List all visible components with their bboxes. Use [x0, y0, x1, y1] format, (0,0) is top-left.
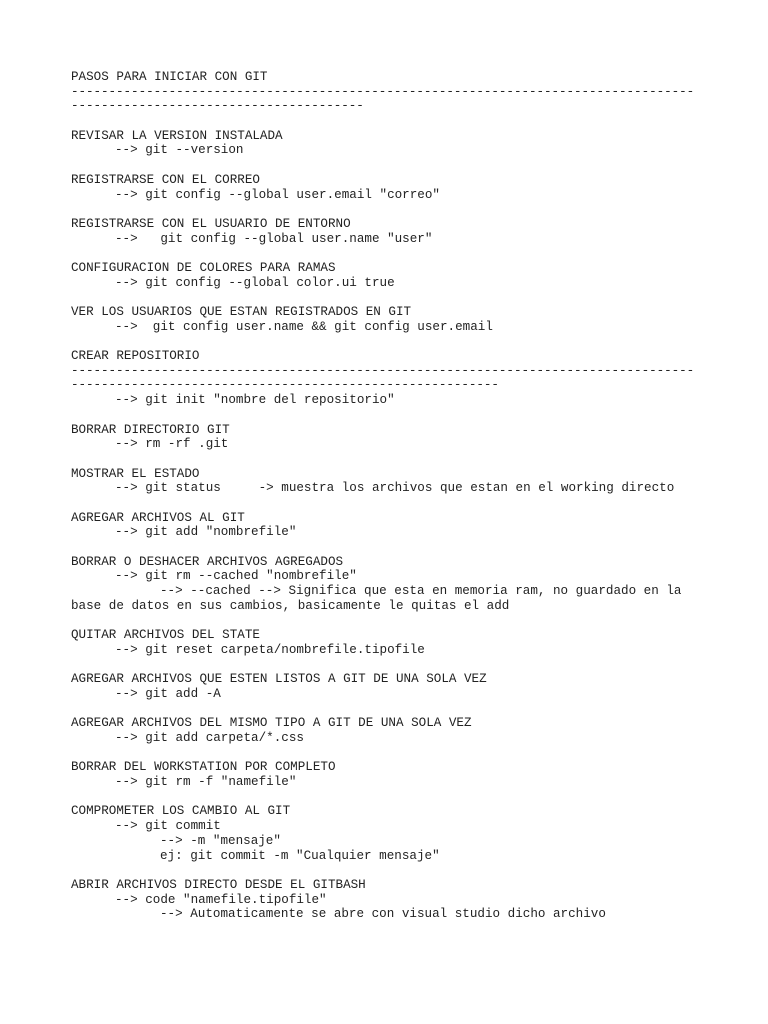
section-heading: BORRAR DIRECTORIO GIT: [71, 422, 230, 437]
section-borrar-directorio: [71, 423, 721, 452]
command-line: --> rm -rf .git: [115, 437, 229, 452]
section-ver-usuarios: [71, 305, 721, 334]
section-agregar-todos: [71, 672, 721, 701]
command-line: --> git status -> muestra los archivos que estan en el working directo: [115, 481, 675, 496]
section-revisar-version: [71, 129, 721, 158]
section-heading: AGREGAR ARCHIVOS QUE ESTEN LISTOS A GIT DE UNA SOLA VEZ: [71, 672, 487, 687]
section-agregar-mismo-tipo: [71, 716, 721, 745]
section-heading: AGREGAR ARCHIVOS DEL MISMO TIPO A GIT DE UNA SOLA VEZ: [71, 716, 472, 731]
command-example: ej: git commit -m "Cualquier mensaje": [160, 848, 440, 863]
command-line: --> git init "nombre del repositorio": [115, 393, 395, 408]
section-heading: REGISTRARSE CON EL USUARIO DE ENTORNO: [71, 216, 351, 231]
section-heading: ABRIR ARCHIVOS DIRECTO DESDE EL GITBASH: [71, 877, 366, 892]
section-borrar-deshacer: [71, 555, 721, 614]
section-borrar-workstation: [71, 760, 721, 789]
section-heading: MOSTRAR EL ESTADO: [71, 466, 200, 481]
section-mostrar-estado: [71, 467, 721, 496]
command-line: --> git rm --cached "nombrefile": [115, 569, 357, 584]
section-crear-repositorio: [71, 349, 721, 408]
command-line: --> git config user.name && git config user.email: [115, 319, 493, 334]
section-configuracion-colores: [71, 261, 721, 290]
section-separator-rule: --------------------------------------------------------------------------------------------------------------------------------------------: [71, 363, 695, 393]
command-note-continuation: base de datos en sus cambios, basicamente le quitas el add: [71, 598, 510, 613]
section-registrarse-correo: [71, 173, 721, 202]
title-separator-rule: --------------------------------------------------------------------------------------------------------------------------: [71, 84, 695, 114]
command-line: --> git add -A: [115, 686, 221, 701]
command-line: --> git rm -f "namefile": [115, 775, 297, 790]
section-heading: AGREGAR ARCHIVOS AL GIT: [71, 510, 245, 525]
section-abrir-archivos: [71, 878, 721, 922]
command-note: --> --cached --> Significa que esta en memoria ram, no guardado en la: [160, 584, 682, 599]
command-line: --> git --version: [115, 143, 244, 158]
title-block: [71, 70, 721, 114]
section-heading: COMPROMETER LOS CAMBIO AL GIT: [71, 804, 291, 819]
command-line: --> git config --global user.email "correo": [115, 187, 440, 202]
command-line: --> git config --global user.name "user": [115, 231, 433, 246]
section-agregar-archivos: [71, 511, 721, 540]
command-line: --> code "namefile.tipofile": [115, 892, 327, 907]
command-line: --> git add carpeta/*.css: [115, 731, 304, 745]
command-option: --> -m "mensaje": [160, 833, 281, 848]
command-line: --> git reset carpeta/nombrefile.tipofile: [115, 642, 425, 657]
section-heading: QUITAR ARCHIVOS DEL STATE: [71, 628, 260, 643]
command-note: --> Automaticamente se abre con visual studio dicho archivo: [160, 907, 606, 922]
section-registrarse-usuario: [71, 217, 721, 246]
document-page: [71, 70, 721, 922]
section-heading: BORRAR O DESHACER ARCHIVOS AGREGADOS: [71, 554, 344, 569]
command-line: --> git add "nombrefile": [115, 525, 297, 540]
section-heading: REGISTRARSE CON EL CORREO: [71, 172, 260, 187]
command-line: --> git config --global color.ui true: [115, 275, 395, 290]
section-comprometer-cambios: [71, 804, 721, 863]
section-quitar-archivos: [71, 628, 721, 657]
command-line: --> git commit: [115, 819, 221, 834]
section-heading: VER LOS USUARIOS QUE ESTAN REGISTRADOS EN GIT: [71, 305, 412, 320]
document-title: PASOS PARA INICIAR CON GIT: [71, 70, 268, 84]
section-heading: BORRAR DEL WORKSTATION POR COMPLETO: [71, 760, 336, 775]
section-heading: CONFIGURACION DE COLORES PARA RAMAS: [71, 260, 336, 275]
section-heading: REVISAR LA VERSION INSTALADA: [71, 128, 283, 143]
section-heading: CREAR REPOSITORIO: [71, 349, 200, 364]
